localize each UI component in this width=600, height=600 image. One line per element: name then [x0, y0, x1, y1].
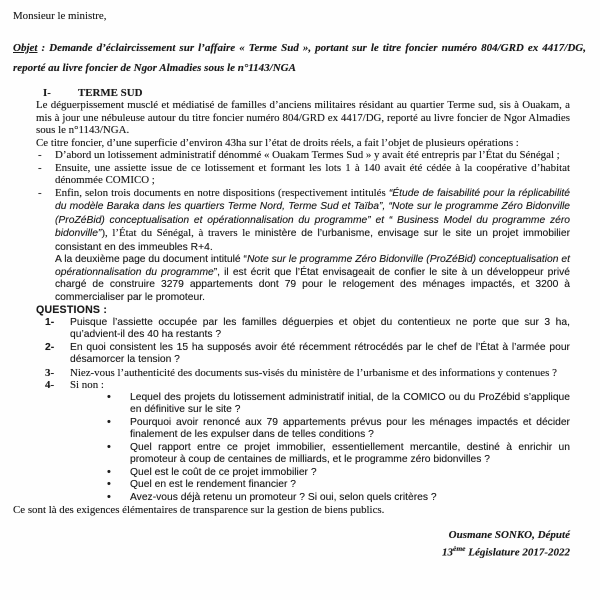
legislature-label: Législature 2017-2022 — [465, 546, 570, 559]
question-item — [36, 317, 570, 342]
dash-item-text-mid: ), l’État du Sénégal, à travers le — [101, 227, 255, 239]
sub-question-item — [36, 467, 570, 480]
paragraph-deguerpissement: Le déguerpissement musclé et médiatisé de familles d’anciens militaires résidant au quartier Terme sud, sis à Ouakam, a mis à jour une nébuleuse autour du titre foncier numéro 804/GRD ex 4417/DG, reporté au livre foncier de Ngor Almadies sous le n°1143/NGA. — [36, 99, 570, 136]
signature-block — [13, 528, 570, 560]
prozebid-rest: ”, il est écrit que l’État envisageait de confier le site à un développeur privé chargé de construire 3279 appartements dont 79 pour le relogement des ménages impactés, et 3200 à commercialiser par le promoteur. — [55, 266, 570, 303]
sub-question-text: Lequel des projets du lotissement administratif initial, de la COMICO ou du ProZébid s’applique en définitive sur le site ? — [130, 391, 570, 415]
closing-line: Ce sont là des exigences élémentaires de transparence sur la gestion de biens publics. — [13, 504, 385, 516]
signature-legislature — [13, 542, 570, 560]
sub-question-item — [36, 442, 570, 467]
paragraph-titre-foncier: Ce titre foncier, d’une superficie d’environ 43ha sur l’état de droits réels, a fait l’objet de plusieurs opérations : — [36, 136, 519, 149]
prozebid-document-title: Note sur le programme Zéro Bidonville (ProZéBid) conceptualisation et opérationnalisation du programme — [55, 254, 570, 278]
sub-question-text: Quel est le coût de ce projet immobilier ? — [130, 466, 317, 478]
question-item — [36, 367, 570, 380]
sub-questions-list — [36, 392, 570, 505]
question-text: Si non : — [70, 379, 104, 391]
sub-question-text: Avez-vous déjà retenu un promoteur ? Si oui, selon quels critères ? — [130, 491, 437, 503]
question-text: Puisque l’assiette occupée par les familles déguerpies et objet du contentieux ne porte que sur 3 ha, qu’advient-il des 40 ha restants ? — [70, 316, 570, 340]
sub-question-text: Pourquoi avoir renoncé aux 79 appartements prévus pour les ménages impactés et décider finalement de les expulser dans de telles conditions ? — [130, 416, 570, 440]
list-item — [36, 187, 570, 255]
section-number: I- — [43, 86, 51, 99]
sub-question-item — [36, 392, 570, 417]
question-text: En quoi consistent les 15 ha supposés avoir été récemment rétrocédés par le chef de l’État à l’armée pour désamorcer la tension ? — [70, 341, 570, 365]
objet-text: : Demande d’éclaircissement sur l’affaire « Terme Sud », portant sur le titre foncier numéro 804/GRD ex 4417/DG, reporté au livre foncier de Ngor Almadies sous le n°1143/NGA — [13, 41, 586, 74]
sub-question-item — [36, 492, 570, 505]
document-titles-quoted: “Étude de faisabilité pour la réplicabilité du modèle Baraka dans les quartiers Terme Nord, Terme Sud et Taïba”, “Note sur le programme Zéro Bidonville (ProZéBid) conceptualisation et opérationnalisation du programme” et “ Business Model du programme zéro bidonville” — [55, 187, 570, 239]
legislature-number: 13 — [442, 546, 453, 559]
question-number: 2- — [45, 341, 55, 353]
questions-list — [36, 317, 570, 392]
sub-question-item — [36, 479, 570, 492]
dash-item-text: Ensuite, une assiette issue de ce lotissement et formant les lots 1 à 140 avait été cédée à la coopérative d’habitat dénommée COMICO ; — [55, 161, 570, 186]
letter-body — [36, 87, 570, 505]
question-number: 4- — [45, 379, 55, 391]
dash-item-text-prefix: Enfin, selon trois documents en notre dispositions (respectivement intitulés — [55, 186, 389, 199]
salutation: Monsieur le ministre, — [13, 10, 107, 22]
section-title: TERME SUD — [78, 86, 143, 99]
list-item — [36, 162, 570, 187]
question-text: Niez-vous l’authenticité des documents sus-visés du ministère de l’urbanisme et des informations y contenues ? — [70, 366, 557, 379]
dash-item-text-suffix: ministère de l’urbanisme, envisage sur le site un projet immobilier consistant en des immeubles R+4. — [55, 228, 570, 253]
objet-line — [13, 38, 586, 78]
question-number: 1- — [45, 316, 55, 328]
signature-name: Ousmane SONKO, Député — [448, 528, 570, 541]
sub-question-text: Quel en est le rendement financier ? — [130, 479, 296, 490]
list-item — [36, 149, 570, 162]
questions-heading: QUESTIONS : — [36, 304, 108, 316]
sub-question-item — [36, 417, 570, 442]
dash-item-text: D’abord un lotissement administratif dénommé « Ouakam Termes Sud » y avait été entrepris par l’État du Sénégal ; — [55, 149, 560, 161]
question-item — [36, 379, 570, 392]
paragraph-prozebid — [55, 254, 570, 304]
question-item — [36, 342, 570, 367]
operations-list — [36, 149, 570, 254]
sub-question-text: Quel rapport entre ce projet immobilier, essentiellement mercantile, destiné à enrichir un promoteur à coup de centaines de milliards, et le programme zéro bidonvilles ? — [130, 441, 570, 465]
prozebid-lead: A la deuxième page du document intitulé “ — [55, 254, 247, 265]
section-heading — [36, 87, 570, 100]
question-number: 3- — [45, 366, 55, 379]
objet-label: Objet — [13, 41, 38, 54]
legislature-ordinal-suffix: ème — [453, 543, 466, 553]
